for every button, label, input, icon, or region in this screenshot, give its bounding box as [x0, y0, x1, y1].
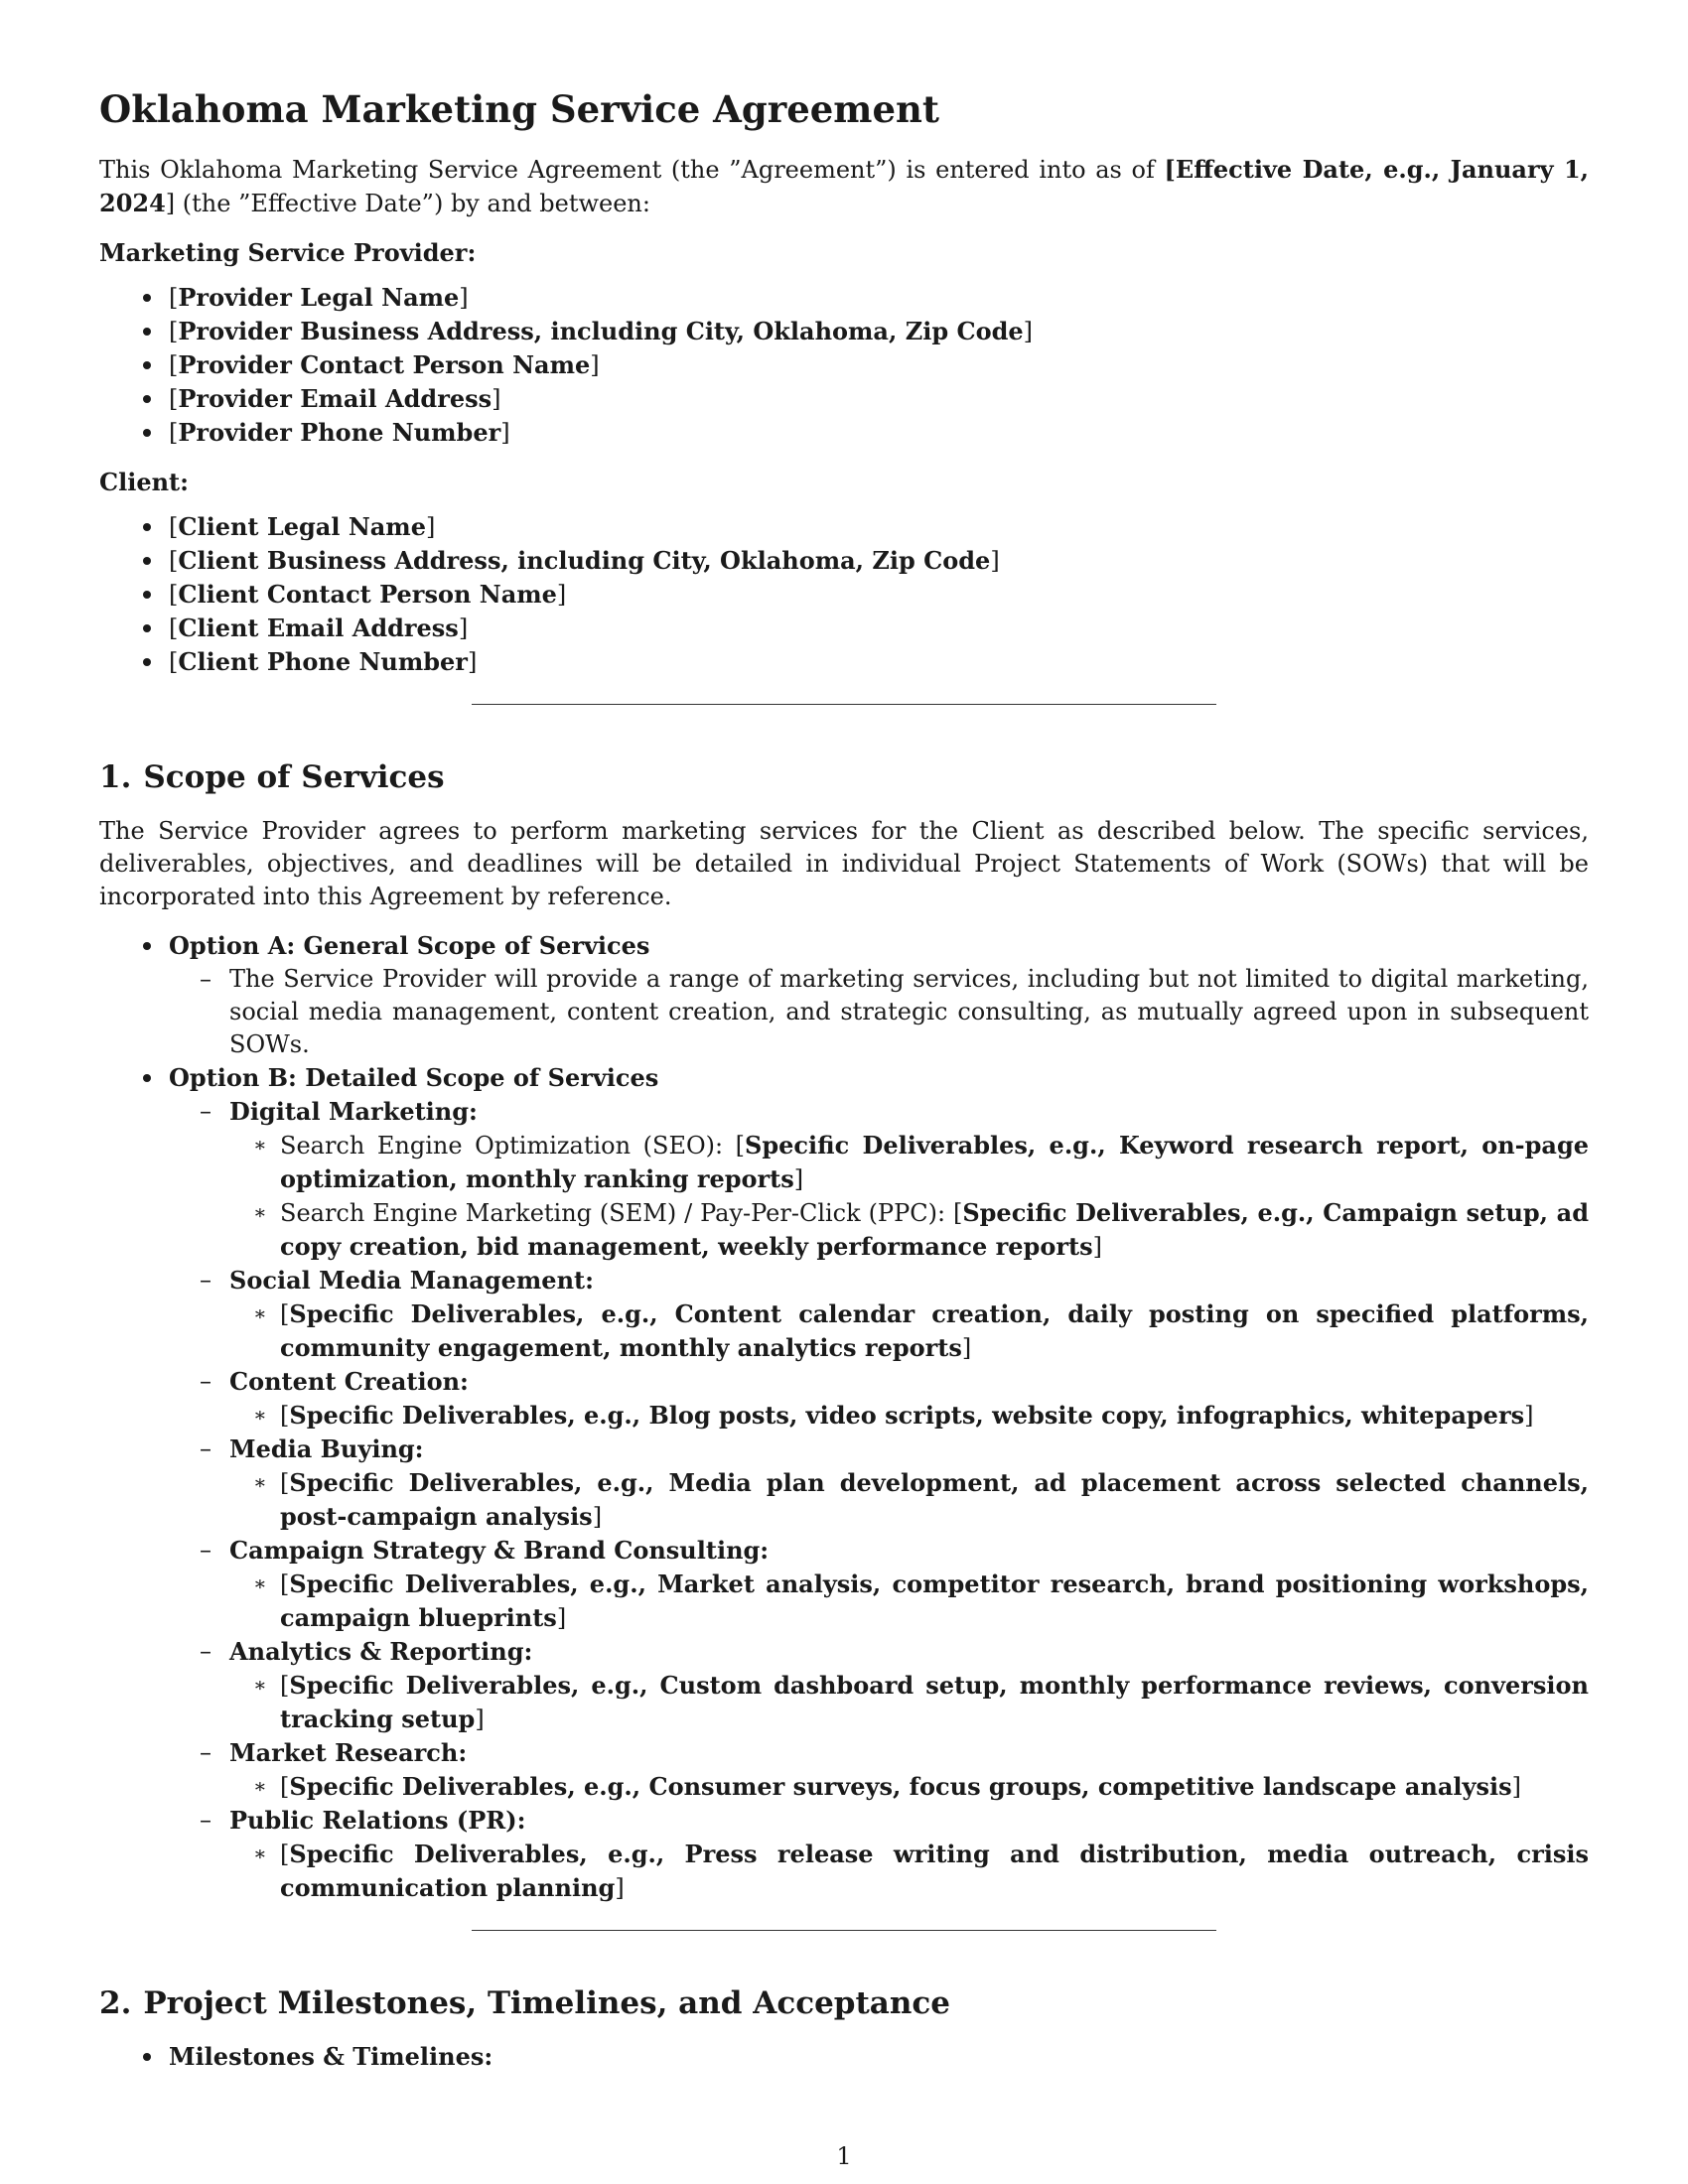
campaign-strategy-item	[169, 1534, 1589, 1635]
social-media-label: Social Media Management:	[229, 1265, 594, 1295]
intro-paragraph	[99, 153, 1589, 220]
seo-deliverables: Specific Deliverables, e.g., Keyword research report, on-page optimization, monthly ranking reports	[280, 1130, 1590, 1193]
social-media-item	[169, 1264, 1589, 1365]
deliverables-text: Specific Deliverables, e.g., Consumer surveys, focus groups, competitive landscape analysis	[289, 1771, 1512, 1801]
deliverables-text: Specific Deliverables, e.g., Content calendar creation, daily posting on specified platforms, community engagement, monthly analytics reports	[280, 1298, 1589, 1362]
list-item: [Provider Email Address]	[99, 382, 1589, 416]
sem-label: Search Engine Marketing (SEM) / Pay-Per-Click (PPC):	[280, 1198, 953, 1227]
milestones-label: Milestones & Timelines:	[169, 2041, 493, 2071]
option-b-label: Option B: Detailed Scope of Services	[169, 1062, 659, 1092]
client-phone: Client Phone Number	[178, 647, 468, 677]
deliverables-text: Specific Deliverables, e.g., Press release writing and distribution, media outreach, crisis communication planning	[280, 1839, 1589, 1902]
public-relations-label: Public Relations (PR):	[229, 1805, 526, 1835]
list-item: [Client Business Address, including City, Oklahoma, Zip Code]	[99, 544, 1589, 578]
provider-heading: Marketing Service Provider:	[99, 238, 477, 268]
market-research-deliverables: ∗ [Specific Deliverables, e.g., Consumer surveys, focus groups, competitive landscape analysis]	[229, 1770, 1589, 1804]
content-creation-label: Content Creation:	[229, 1366, 469, 1396]
scope-paragraph: The Service Provider agrees to perform marketing services for the Client as described below. The specific services, deliverables, objectives, and deadlines will be detailed in individual Project Statements of Work (SOWs) that will be incorporated into this Agreement by reference.	[99, 816, 1589, 910]
analytics-label: Analytics & Reporting:	[229, 1636, 533, 1666]
provider-contact: Provider Contact Person Name	[178, 350, 591, 380]
option-a	[99, 929, 1589, 1061]
sem-item: ∗ Search Engine Marketing (SEM) / Pay-Per-Click (PPC): [Specific Deliverables, e.g., Campaign setup, ad copy creation, bid management, weekly performance reports]	[229, 1196, 1589, 1264]
list-item: [Provider Contact Person Name]	[99, 348, 1589, 382]
seo-item: ∗ Search Engine Optimization (SEO): [Specific Deliverables, e.g., Keyword research report, on-page optimization, monthly ranking reports]	[229, 1129, 1589, 1196]
scope-options-list	[99, 929, 1589, 1905]
market-research-item	[169, 1736, 1589, 1804]
client-list	[99, 510, 1589, 679]
client-email: Client Email Address	[178, 614, 459, 643]
content-creation-item	[169, 1365, 1589, 1433]
effective-date-placeholder: [Effective Date, e.g., January 1, 2024	[99, 155, 1589, 218]
seo-label: Search Engine Optimization (SEO):	[280, 1131, 736, 1160]
option-b	[99, 1061, 1589, 1905]
client-heading: Client:	[99, 468, 189, 497]
intro-text-end: ] (the ”Effective Date”) by and between:	[165, 190, 650, 218]
section-heading-milestones	[99, 1985, 1589, 2022]
list-item: [Client Email Address]	[99, 612, 1589, 645]
analytics-item	[169, 1635, 1589, 1736]
sem-deliverables: Specific Deliverables, e.g., Campaign setup, ad copy creation, bid management, weekly performance reports	[280, 1197, 1589, 1261]
deliverables-text: Specific Deliverables, e.g., Market analysis, competitor research, brand positioning workshops, campaign blueprints	[280, 1569, 1589, 1632]
provider-email: Provider Email Address	[178, 384, 492, 414]
deliverables-text: Specific Deliverables, e.g., Blog posts, video scripts, website copy, infographics, whitepapers	[289, 1400, 1525, 1430]
market-research-label: Market Research:	[229, 1737, 468, 1767]
provider-phone: Provider Phone Number	[178, 418, 501, 448]
section-number: 1.	[99, 759, 132, 796]
list-item: [Provider Legal Name]	[99, 281, 1589, 315]
campaign-strategy-label: Campaign Strategy & Brand Consulting:	[229, 1535, 770, 1565]
client-legal-name: Client Legal Name	[178, 512, 426, 542]
analytics-deliverables: ∗ [Specific Deliverables, e.g., Custom dashboard setup, monthly performance reviews, conversion tracking setup]	[229, 1669, 1589, 1736]
deliverables-text: Specific Deliverables, e.g., Media plan development, ad placement across selected channels, post-campaign analysis	[280, 1467, 1589, 1531]
intro-text-start: This Oklahoma Marketing Service Agreement (the ”Agreement”) is entered into as of	[99, 156, 1165, 185]
public-relations-deliverables: ∗ [Specific Deliverables, e.g., Press release writing and distribution, media outreach, crisis communication planning]	[229, 1838, 1589, 1905]
campaign-strategy-deliverables: ∗ [Specific Deliverables, e.g., Market analysis, competitor research, brand positioning workshops, campaign blueprints]	[229, 1568, 1589, 1635]
section-divider	[472, 704, 1216, 705]
option-a-label: Option A: General Scope of Services	[169, 930, 650, 960]
digital-marketing-item	[169, 1095, 1589, 1264]
media-buying-deliverables: ∗ [Specific Deliverables, e.g., Media plan development, ad placement across selected channels, post-campaign analysis]	[229, 1466, 1589, 1534]
client-address: Client Business Address, including City, Oklahoma, Zip Code	[178, 546, 991, 576]
list-item	[99, 2040, 1589, 2074]
section-title: Scope of Services	[143, 759, 445, 796]
media-buying-label: Media Buying:	[229, 1433, 424, 1463]
media-buying-item	[169, 1433, 1589, 1534]
provider-address: Provider Business Address, including City, Oklahoma, Zip Code	[178, 317, 1024, 346]
section-heading-scope	[99, 759, 1589, 796]
milestones-list	[99, 2040, 1589, 2074]
provider-list	[99, 281, 1589, 450]
list-item: [Provider Phone Number]	[99, 416, 1589, 450]
document-title: Oklahoma Marketing Service Agreement	[99, 87, 939, 131]
option-a-text: – The Service Provider will provide a range of marketing services, including but not limited to digital marketing, social media management, content creation, and strategic consulting, as mutually agreed upon in subsequent SOWs.	[169, 963, 1589, 1061]
provider-legal-name: Provider Legal Name	[178, 283, 460, 313]
deliverables-text: Specific Deliverables, e.g., Custom dashboard setup, monthly performance reviews, conversion tracking setup	[280, 1670, 1589, 1733]
list-item: [Client Phone Number]	[99, 645, 1589, 679]
list-item: [Provider Business Address, including City, Oklahoma, Zip Code]	[99, 315, 1589, 348]
page-number: 1	[836, 2142, 852, 2170]
content-creation-deliverables: ∗ [Specific Deliverables, e.g., Blog posts, video scripts, website copy, infographics, whitepapers]	[229, 1399, 1589, 1433]
public-relations-item	[169, 1804, 1589, 1905]
list-item: [Client Legal Name]	[99, 510, 1589, 544]
digital-marketing-label: Digital Marketing:	[229, 1096, 478, 1126]
section-number: 2.	[99, 1984, 132, 2021]
document-page	[99, 87, 1589, 2074]
client-contact: Client Contact Person Name	[178, 580, 557, 610]
list-item: [Client Contact Person Name]	[99, 578, 1589, 612]
section-divider	[472, 1930, 1216, 1931]
social-media-deliverables: ∗ [Specific Deliverables, e.g., Content calendar creation, daily posting on specified platforms, community engagement, monthly analytics reports]	[229, 1297, 1589, 1365]
section-title: Project Milestones, Timelines, and Acceptance	[143, 1984, 951, 2021]
